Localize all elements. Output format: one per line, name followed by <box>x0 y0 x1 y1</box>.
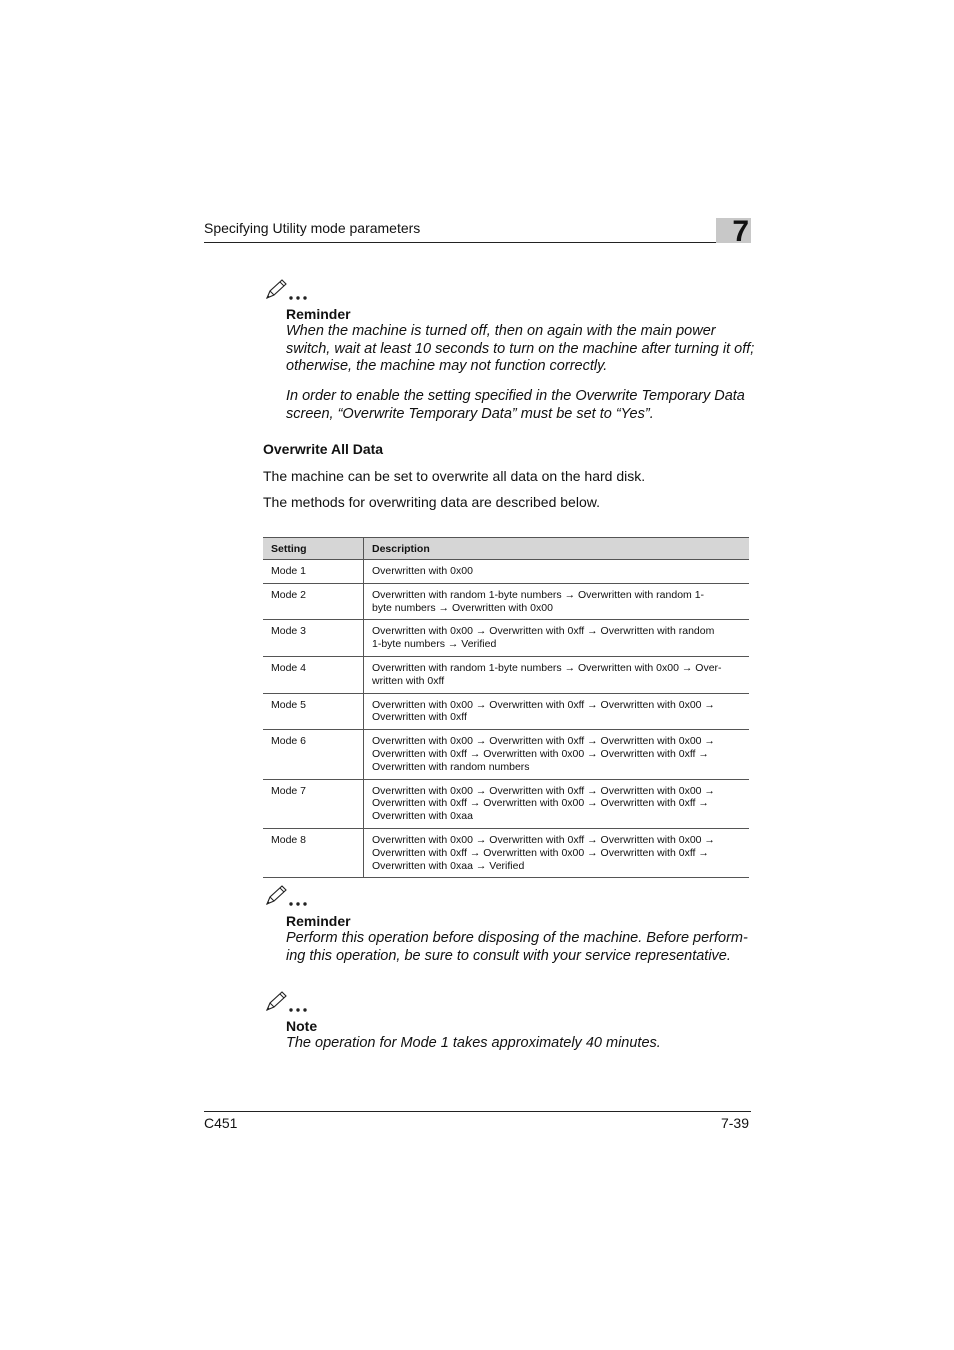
footer-divider <box>204 1111 751 1112</box>
description-cell <box>364 779 750 828</box>
setting-cell: Mode 4 <box>263 656 364 693</box>
table-header-row <box>263 538 749 560</box>
description-line: written with 0xff <box>372 674 445 687</box>
setting-cell: Mode 2 <box>263 583 364 620</box>
table-row <box>263 828 749 877</box>
description-line: Overwritten with random numbers <box>372 760 530 773</box>
overwrite-modes-table <box>263 537 749 878</box>
setting-cell: Mode 5 <box>263 693 364 730</box>
description-line: Overwritten with 0xff → Overwritten with 0x00 → Overwritten with 0xff → <box>372 747 709 760</box>
description-line: Overwritten with 0xff <box>372 711 467 724</box>
description-cell <box>364 560 750 584</box>
table-row <box>263 583 749 620</box>
pencil-note-icon <box>264 278 310 302</box>
chapter-badge <box>716 215 751 248</box>
chapter-number: 7 <box>732 215 749 248</box>
description-cell <box>364 730 750 779</box>
description-line: Overwritten with 0x00 <box>372 565 473 577</box>
table-row <box>263 779 749 828</box>
description-line: Overwritten with 0x00 → Overwritten with 0xff → Overwritten with 0x00 → <box>372 784 715 797</box>
description-cell <box>364 693 750 730</box>
setting-cell: Mode 3 <box>263 620 364 657</box>
description-line: 1-byte numbers → Verified <box>372 638 497 651</box>
note-text: The operation for Mode 1 takes approximately 40 minutes. <box>286 1035 661 1051</box>
description-line: Overwritten with 0xff → Overwritten with 0x00 → Overwritten with 0xff → <box>372 846 709 859</box>
setting-cell: Mode 7 <box>263 779 364 828</box>
description-line: Overwritten with 0xaa <box>372 810 473 823</box>
reminder-text: When the machine is turned off, then on again with the main power switch, wait at least 10 seconds to turn on the machine after turning it off; otherwise, the machine may not function correctly. <box>286 323 755 374</box>
table-row <box>263 693 749 730</box>
description-cell <box>364 828 750 877</box>
description-line: Overwritten with 0x00 → Overwritten with 0xff → Overwritten with 0x00 → <box>372 833 715 846</box>
body-paragraph: The methods for overwriting data are described below. <box>263 494 600 510</box>
description-cell <box>364 656 750 693</box>
description-line: Overwritten with 0xaa → Verified <box>372 859 525 872</box>
setting-cell: Mode 8 <box>263 828 364 877</box>
reminder-label: Reminder <box>286 306 351 322</box>
table-row <box>263 656 749 693</box>
description-cell <box>364 583 750 620</box>
description-line: Overwritten with 0x00 → Overwritten with 0xff → Overwritten with random <box>372 625 715 638</box>
setting-cell: Mode 1 <box>263 560 364 584</box>
description-line: Overwritten with random 1-byte numbers → Overwritten with 0x00 → Over- <box>372 661 722 674</box>
table-row <box>263 730 749 779</box>
description-cell <box>364 620 750 657</box>
pencil-note-icon <box>264 990 310 1014</box>
description-line: Overwritten with random 1-byte numbers → Overwritten with random 1- <box>372 588 705 601</box>
column-header-description: Description <box>364 538 750 560</box>
header-divider <box>204 242 751 243</box>
setting-cell: Mode 6 <box>263 730 364 779</box>
running-header-title: Specifying Utility mode parameters <box>204 220 421 236</box>
pencil-note-icon <box>264 884 310 908</box>
section-heading: Overwrite All Data <box>263 441 384 457</box>
description-line: Overwritten with 0xff → Overwritten with 0x00 → Overwritten with 0xff → <box>372 797 709 810</box>
description-line: byte numbers → Overwritten with 0x00 <box>372 601 553 614</box>
table-row <box>263 560 749 584</box>
column-header-setting: Setting <box>263 538 364 560</box>
body-paragraph: The machine can be set to overwrite all data on the hard disk. <box>263 468 646 484</box>
reminder-label: Reminder <box>286 913 351 929</box>
reminder-text: Perform this operation before disposing of the machine. Before perform-ing this operation, be sure to consult with your service representative. <box>286 930 748 964</box>
note-label: Note <box>286 1018 318 1034</box>
footer-model: C451 <box>204 1115 238 1131</box>
description-line: Overwritten with 0x00 → Overwritten with 0xff → Overwritten with 0x00 → <box>372 735 715 748</box>
reminder-text: In order to enable the setting specified in the Overwrite Temporary Data screen, “Overwrite Temporary Data” must be set to “Yes”. <box>286 388 745 422</box>
footer-page-number: 7-39 <box>720 1115 749 1131</box>
description-line: Overwritten with 0x00 → Overwritten with 0xff → Overwritten with 0x00 → <box>372 698 715 711</box>
table-row <box>263 620 749 657</box>
